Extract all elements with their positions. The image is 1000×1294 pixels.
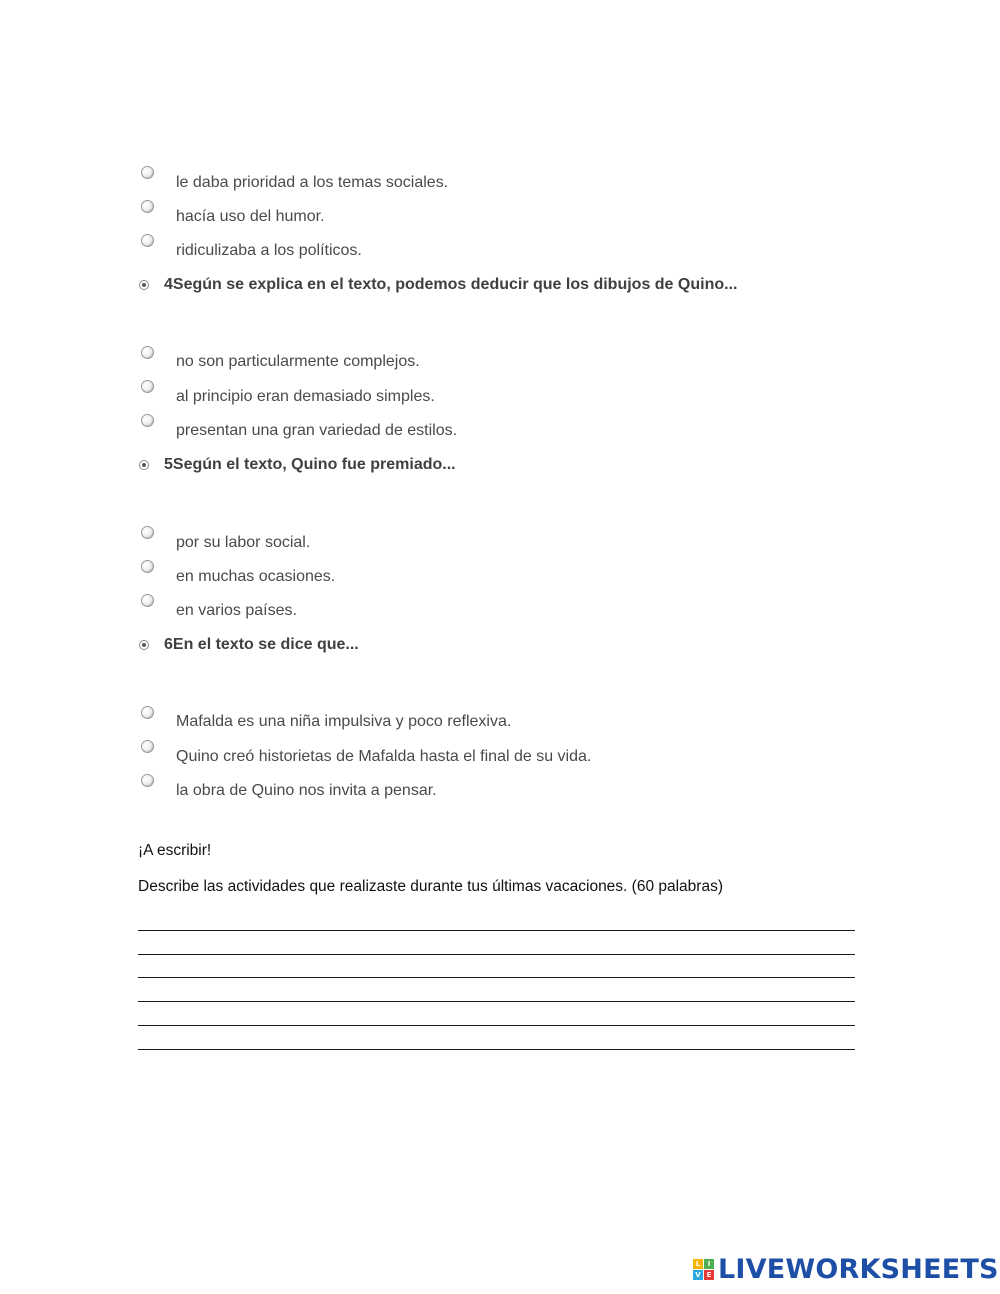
question-5-text: 5Según el texto, Quino fue premiado... (164, 456, 456, 473)
radio-option-6-3[interactable] (141, 774, 154, 787)
radio-option-6-1[interactable] (141, 706, 154, 719)
radio-option-1-2[interactable] (141, 200, 154, 213)
question-4-text: 4Según se explica en el texto, podemos deducir que los dibujos de Quino... (164, 276, 738, 293)
logo-mark-letter: V (693, 1270, 703, 1280)
answer-line[interactable] (138, 1001, 855, 1002)
question-bullet-icon (139, 460, 149, 470)
answer-line[interactable] (138, 1049, 855, 1050)
option-text: al principio eran demasiado simples. (176, 388, 435, 405)
logo-mark-letter: E (704, 1270, 714, 1280)
liveworksheets-logo (693, 1254, 999, 1284)
logo-mark-letter: L (693, 1259, 703, 1269)
radio-option-1-1[interactable] (141, 166, 154, 179)
radio-option-4-1[interactable] (141, 346, 154, 359)
radio-option-5-2[interactable] (141, 560, 154, 573)
question-bullet-icon (139, 280, 149, 290)
question-6-text: 6En el texto se dice que... (164, 636, 359, 653)
logo-text: LIVEWORKSHEETS (718, 1253, 999, 1285)
option-text: ridiculizaba a los políticos. (176, 242, 362, 259)
radio-option-1-3[interactable] (141, 234, 154, 247)
answer-line[interactable] (138, 930, 855, 931)
option-text: Mafalda es una niña impulsiva y poco reflexiva. (176, 713, 512, 730)
radio-option-5-3[interactable] (141, 594, 154, 607)
radio-option-4-3[interactable] (141, 414, 154, 427)
writing-heading: ¡A escribir! (138, 842, 212, 859)
option-text: le daba prioridad a los temas sociales. (176, 174, 449, 191)
question-bullet-icon (139, 640, 149, 650)
logo-mark-letter: I (704, 1259, 714, 1269)
writing-prompt: Describe las actividades que realizaste durante tus últimas vacaciones. (60 palabras) (138, 878, 723, 895)
option-text: no son particularmente complejos. (176, 353, 420, 370)
option-text: en varios países. (176, 602, 297, 619)
option-text: Quino creó historietas de Mafalda hasta el final de su vida. (176, 748, 592, 765)
logo-mark-icon (693, 1259, 714, 1280)
option-text: en muchas ocasiones. (176, 568, 336, 585)
answer-line[interactable] (138, 954, 855, 955)
option-text: presentan una gran variedad de estilos. (176, 422, 458, 439)
option-text: hacía uso del humor. (176, 208, 325, 225)
option-text: por su labor social. (176, 534, 311, 551)
radio-option-4-2[interactable] (141, 380, 154, 393)
option-text: la obra de Quino nos invita a pensar. (176, 782, 437, 799)
radio-option-6-2[interactable] (141, 740, 154, 753)
answer-line[interactable] (138, 977, 855, 978)
radio-option-5-1[interactable] (141, 526, 154, 539)
answer-line[interactable] (138, 1025, 855, 1026)
